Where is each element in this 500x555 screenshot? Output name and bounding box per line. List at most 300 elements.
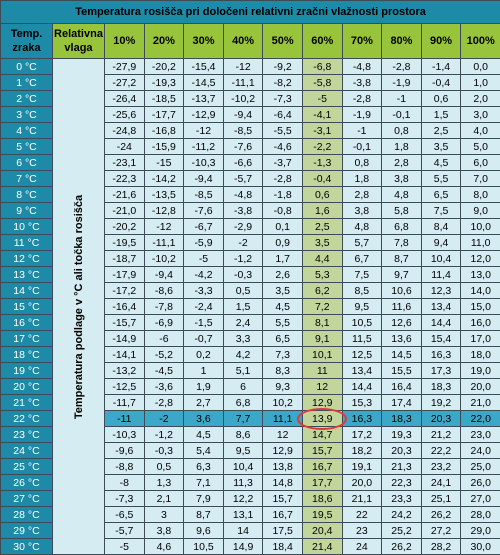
dew-point-value-cell: 11,5 bbox=[342, 331, 382, 347]
dew-point-value-cell: -4,5 bbox=[144, 363, 184, 379]
dew-point-value-cell: -11,7 bbox=[105, 395, 145, 411]
dew-point-value-cell: 4,8 bbox=[342, 219, 382, 235]
dew-point-value-cell: -7,8 bbox=[144, 299, 184, 315]
dew-point-value-cell: -7,3 bbox=[105, 491, 145, 507]
dew-point-value-cell: -8,2 bbox=[263, 75, 303, 91]
dew-point-value-cell: 15,4 bbox=[421, 331, 461, 347]
dew-point-value-cell: 14 bbox=[223, 523, 263, 539]
dew-point-value-cell: -7,6 bbox=[184, 203, 224, 219]
dew-point-value-cell: -12 bbox=[144, 219, 184, 235]
dew-point-value-cell: -7,6 bbox=[223, 139, 263, 155]
air-temperature-cell: 15 °C bbox=[1, 299, 53, 315]
dew-point-value-cell: -11,2 bbox=[184, 139, 224, 155]
dew-point-value-cell: -10,2 bbox=[144, 251, 184, 267]
dew-point-value-cell: 8,7 bbox=[184, 507, 224, 523]
air-temperature-cell: 22 °C bbox=[1, 411, 53, 427]
dew-point-value-cell: 9,6 bbox=[184, 523, 224, 539]
dew-point-value-cell: 22 bbox=[342, 507, 382, 523]
dew-point-value-cell: -2,8 bbox=[263, 171, 303, 187]
dew-point-value-cell: -16,4 bbox=[105, 299, 145, 315]
dew-point-value-cell: 11,3 bbox=[223, 475, 263, 491]
dew-point-value-cell: 19,5 bbox=[302, 507, 342, 523]
dew-point-value-cell: 10,4 bbox=[223, 459, 263, 475]
dew-point-value-cell: -3,7 bbox=[263, 155, 303, 171]
side-label-text: Temperatura podlage v °C ali točka rosišča bbox=[73, 194, 85, 418]
dew-point-value-cell: 24 bbox=[342, 539, 382, 555]
dew-point-value-cell: -1 bbox=[382, 91, 422, 107]
dew-point-value-cell: 9,4 bbox=[421, 235, 461, 251]
dew-point-value-cell: -7,3 bbox=[263, 91, 303, 107]
dew-point-value-cell: 5,0 bbox=[461, 139, 500, 155]
dew-point-value-cell: 27,2 bbox=[421, 523, 461, 539]
dew-point-value-cell: 28,2 bbox=[421, 539, 461, 555]
dew-point-value-cell: 10,6 bbox=[382, 283, 422, 299]
dew-point-value-cell: -9,6 bbox=[105, 443, 145, 459]
dew-point-value-cell: -1,8 bbox=[263, 187, 303, 203]
dew-point-value-cell: -3,8 bbox=[342, 75, 382, 91]
dew-point-value-cell: -27,9 bbox=[105, 59, 145, 75]
dew-point-value-cell: -20,2 bbox=[144, 59, 184, 75]
dew-point-value-cell: 18,4 bbox=[263, 539, 303, 555]
air-temperature-cell: 23 °C bbox=[1, 427, 53, 443]
temp-header-line2: zraka bbox=[1, 41, 52, 55]
dew-point-value-cell: 0,6 bbox=[421, 91, 461, 107]
air-temperature-cell: 24 °C bbox=[1, 443, 53, 459]
dew-point-value-cell: 10,0 bbox=[461, 219, 500, 235]
air-temperature-cell: 11 °C bbox=[1, 235, 53, 251]
dew-point-value-cell: 8,1 bbox=[302, 315, 342, 331]
dew-point-value-cell: 13,1 bbox=[223, 507, 263, 523]
dew-point-value-cell: 17,3 bbox=[421, 363, 461, 379]
humidity-column-70: 70% bbox=[342, 24, 382, 59]
dew-point-value-cell: 20,4 bbox=[302, 523, 342, 539]
dew-point-value-cell: -12 bbox=[223, 59, 263, 75]
dew-point-value-cell: 12,9 bbox=[263, 443, 303, 459]
dew-point-value-cell: 7,7 bbox=[223, 411, 263, 427]
dew-point-value-cell: 24,0 bbox=[461, 443, 500, 459]
dew-point-value-cell: 0,0 bbox=[461, 59, 500, 75]
dew-point-value-cell: 0,8 bbox=[382, 123, 422, 139]
dew-point-value-cell: 19,0 bbox=[461, 363, 500, 379]
dew-point-value-cell: -14,1 bbox=[105, 347, 145, 363]
dew-point-value-cell: 2,1 bbox=[144, 491, 184, 507]
dew-point-value-cell: 5,8 bbox=[382, 203, 422, 219]
dew-point-value-cell: 13,0 bbox=[461, 267, 500, 283]
dew-point-value-cell: 3,6 bbox=[184, 411, 224, 427]
humidity-column-50: 50% bbox=[263, 24, 303, 59]
dew-point-value-cell: -5 bbox=[184, 251, 224, 267]
dew-point-value-cell: -26,4 bbox=[105, 91, 145, 107]
dew-point-value-cell: -2,4 bbox=[184, 299, 224, 315]
dew-point-value-cell: 2,5 bbox=[421, 123, 461, 139]
air-temperature-cell: 16 °C bbox=[1, 315, 53, 331]
dew-point-value-cell: -5,2 bbox=[144, 347, 184, 363]
dew-point-value-cell: 16,7 bbox=[302, 459, 342, 475]
dew-point-value-cell: 8,3 bbox=[263, 363, 303, 379]
dew-point-value-cell: -6,4 bbox=[263, 107, 303, 123]
dew-point-value-cell: 29,0 bbox=[461, 523, 500, 539]
humidity-column-100: 100% bbox=[461, 24, 500, 59]
dew-point-value-cell: 1,7 bbox=[263, 251, 303, 267]
humidity-column-60: 60% bbox=[302, 24, 342, 59]
dew-point-value-cell: 13,8 bbox=[263, 459, 303, 475]
dew-point-value-cell: 14,9 bbox=[223, 539, 263, 555]
dew-point-value-cell: 20,3 bbox=[382, 443, 422, 459]
dew-point-value-cell: 6 bbox=[223, 379, 263, 395]
dew-point-value-cell: -8,6 bbox=[144, 283, 184, 299]
dew-point-value-cell: 1 bbox=[184, 363, 224, 379]
dew-point-value-cell: 6,2 bbox=[302, 283, 342, 299]
dew-point-value-cell: 10,4 bbox=[421, 251, 461, 267]
dew-point-value-cell: -9,4 bbox=[184, 171, 224, 187]
dew-point-value-cell: 6,8 bbox=[382, 219, 422, 235]
dew-point-value-cell: 11,1 bbox=[263, 411, 303, 427]
dew-point-value-cell: 21,1 bbox=[342, 491, 382, 507]
dew-point-value-cell: 2,7 bbox=[184, 395, 224, 411]
dew-point-value-cell: 11,4 bbox=[421, 267, 461, 283]
temp-header-line1: Temp. bbox=[1, 27, 52, 41]
dew-point-value-cell: 27,0 bbox=[461, 491, 500, 507]
dew-point-value-cell: -18,5 bbox=[144, 91, 184, 107]
humidity-column-80: 80% bbox=[382, 24, 422, 59]
dew-point-value-cell: 8,4 bbox=[421, 219, 461, 235]
dew-point-value-cell: 26,2 bbox=[421, 507, 461, 523]
dew-point-value-cell: 25,2 bbox=[382, 523, 422, 539]
dew-point-value-cell: -2,2 bbox=[302, 139, 342, 155]
dew-point-value-cell: 6,3 bbox=[184, 459, 224, 475]
dew-point-value-cell: -1,9 bbox=[342, 107, 382, 123]
dew-point-value-cell: 16,0 bbox=[461, 315, 500, 331]
dew-point-value-cell: 9,1 bbox=[302, 331, 342, 347]
dew-point-value-cell: -0,8 bbox=[263, 203, 303, 219]
dew-point-value-cell: -1 bbox=[342, 123, 382, 139]
dew-point-value-cell: 25,1 bbox=[421, 491, 461, 507]
dew-point-value-cell: -21,6 bbox=[105, 187, 145, 203]
humidity-column-90: 90% bbox=[421, 24, 461, 59]
dew-point-value-cell: -12,8 bbox=[144, 203, 184, 219]
dew-point-value-cell: -15 bbox=[144, 155, 184, 171]
dew-point-value-cell: -22,3 bbox=[105, 171, 145, 187]
air-temperature-cell: 8 °C bbox=[1, 187, 53, 203]
dew-point-value-cell: 18,6 bbox=[302, 491, 342, 507]
dew-point-value-cell: 18,0 bbox=[461, 347, 500, 363]
dew-point-value-cell: -24,8 bbox=[105, 123, 145, 139]
dew-point-value-cell: 2,6 bbox=[263, 267, 303, 283]
dew-point-value-cell: 6,0 bbox=[461, 155, 500, 171]
dew-point-value-cell: 8,0 bbox=[461, 187, 500, 203]
air-temperature-cell: 7 °C bbox=[1, 171, 53, 187]
dew-point-value-cell: 16,4 bbox=[382, 379, 422, 395]
dew-point-value-cell: 2,8 bbox=[382, 155, 422, 171]
dew-point-value-cell: 10,5 bbox=[342, 315, 382, 331]
dew-point-value-cell: 15,0 bbox=[461, 299, 500, 315]
dew-point-value-cell: 21,2 bbox=[421, 427, 461, 443]
dew-point-value-cell: -13,5 bbox=[144, 187, 184, 203]
dew-point-value-cell: -0,3 bbox=[144, 443, 184, 459]
dew-point-value-cell: 16,7 bbox=[263, 507, 303, 523]
dew-point-value-cell: -4,6 bbox=[263, 139, 303, 155]
dew-point-value-cell: 9,7 bbox=[382, 267, 422, 283]
dew-point-value-cell: 3,8 bbox=[382, 171, 422, 187]
dew-point-value-cell: 3,5 bbox=[263, 283, 303, 299]
dew-point-value-cell: 4,5 bbox=[421, 155, 461, 171]
dew-point-value-cell: -14,5 bbox=[184, 75, 224, 91]
dew-point-value-cell: 9,5 bbox=[223, 443, 263, 459]
air-temperature-cell: 3 °C bbox=[1, 107, 53, 123]
dew-point-value-cell: 18,3 bbox=[421, 379, 461, 395]
dew-point-value-cell: 9,0 bbox=[461, 203, 500, 219]
air-temperature-cell: 25 °C bbox=[1, 459, 53, 475]
dew-point-value-cell: 8,7 bbox=[382, 251, 422, 267]
humidity-header-line2: vlaga bbox=[53, 41, 104, 55]
dew-point-value-cell: -6,7 bbox=[184, 219, 224, 235]
dew-point-value-cell: -11,1 bbox=[223, 75, 263, 91]
dew-point-value-cell: 13,4 bbox=[421, 299, 461, 315]
dew-point-value-cell: 4,5 bbox=[263, 299, 303, 315]
side-label-cell bbox=[53, 59, 105, 555]
dew-point-value-cell: -2 bbox=[144, 411, 184, 427]
dew-point-value-cell: 0,2 bbox=[184, 347, 224, 363]
dew-point-value-cell: 14,4 bbox=[421, 315, 461, 331]
dew-point-value-cell: -8,5 bbox=[184, 187, 224, 203]
dew-point-value-cell: -1,2 bbox=[144, 427, 184, 443]
dew-point-value-cell: 3,5 bbox=[302, 235, 342, 251]
dew-point-value-cell: 1,6 bbox=[302, 203, 342, 219]
dew-point-value-cell: 3,8 bbox=[342, 203, 382, 219]
air-temperature-cell: 6 °C bbox=[1, 155, 53, 171]
dew-point-value-cell: 12,6 bbox=[382, 315, 422, 331]
dew-point-value-cell: -1,4 bbox=[421, 59, 461, 75]
dew-point-value-cell: 7,3 bbox=[263, 347, 303, 363]
dew-point-value-cell: 14,4 bbox=[342, 379, 382, 395]
dew-point-value-cell: 4,6 bbox=[144, 539, 184, 555]
dew-point-value-cell: 6,8 bbox=[223, 395, 263, 411]
dew-point-value-cell: 0,1 bbox=[263, 219, 303, 235]
dew-point-value-cell: 3,0 bbox=[461, 107, 500, 123]
dew-point-value-cell: 5,3 bbox=[302, 267, 342, 283]
air-temperature-cell: 27 °C bbox=[1, 491, 53, 507]
dew-point-value-cell: -1,9 bbox=[382, 75, 422, 91]
dew-point-value-cell: -19,3 bbox=[144, 75, 184, 91]
dew-point-value-cell: 22,2 bbox=[421, 443, 461, 459]
dew-point-value-cell: 1,8 bbox=[382, 139, 422, 155]
dew-point-value-cell: -4,8 bbox=[342, 59, 382, 75]
dew-point-value-cell: 17,7 bbox=[302, 475, 342, 491]
air-temperature-cell: 5 °C bbox=[1, 139, 53, 155]
dew-point-value-cell: 23,2 bbox=[421, 459, 461, 475]
dew-point-value-cell: 12 bbox=[263, 427, 303, 443]
dew-point-value-cell: -27,2 bbox=[105, 75, 145, 91]
dew-point-value-cell: -0,1 bbox=[342, 139, 382, 155]
dew-point-value-cell: -1,2 bbox=[223, 251, 263, 267]
dew-point-value-cell: -5,8 bbox=[302, 75, 342, 91]
dew-point-value-cell: 17,4 bbox=[382, 395, 422, 411]
dew-point-value-cell: -2,8 bbox=[382, 59, 422, 75]
dew-point-value-cell: 23 bbox=[342, 523, 382, 539]
dew-point-value-cell: 10,2 bbox=[263, 395, 303, 411]
dew-point-value-cell: 7,9 bbox=[184, 491, 224, 507]
dew-point-value-cell: 2,0 bbox=[461, 91, 500, 107]
dew-point-value-cell: 28,0 bbox=[461, 507, 500, 523]
dew-point-value-cell: -8 bbox=[105, 475, 145, 491]
air-temperature-cell: 20 °C bbox=[1, 379, 53, 395]
air-temperature-cell: 10 °C bbox=[1, 219, 53, 235]
dew-point-value-cell: 9,5 bbox=[342, 299, 382, 315]
dew-point-value-cell: 1,5 bbox=[223, 299, 263, 315]
dew-point-value-cell: 0,5 bbox=[223, 283, 263, 299]
dew-point-value-cell: 7,5 bbox=[421, 203, 461, 219]
dew-point-value-cell: 7,0 bbox=[461, 171, 500, 187]
dew-point-value-cell: 19,3 bbox=[382, 427, 422, 443]
dew-point-value-cell: 2,8 bbox=[342, 187, 382, 203]
table-title: Temperatura rosišča pri določeni relativni zračni vlažnosti prostora bbox=[1, 1, 500, 24]
dew-point-value-cell: 11,6 bbox=[382, 299, 422, 315]
dew-point-value-cell: 1,8 bbox=[342, 171, 382, 187]
dew-point-value-cell: -0,4 bbox=[302, 171, 342, 187]
dew-point-value-cell: -2,8 bbox=[342, 91, 382, 107]
dew-point-value-cell: -10,3 bbox=[184, 155, 224, 171]
dew-point-value-cell: 9,3 bbox=[263, 379, 303, 395]
dew-point-value-cell: -10,2 bbox=[223, 91, 263, 107]
dew-point-value-cell: 12,3 bbox=[421, 283, 461, 299]
dew-point-value-cell: 0,8 bbox=[342, 155, 382, 171]
dew-point-value-cell: 17,2 bbox=[342, 427, 382, 443]
dew-point-value-cell: 5,5 bbox=[421, 171, 461, 187]
dew-point-value-cell: -6,9 bbox=[144, 315, 184, 331]
air-temperature-cell: 18 °C bbox=[1, 347, 53, 363]
dew-point-value-cell: -9,4 bbox=[144, 267, 184, 283]
dew-point-value-cell: 4,5 bbox=[184, 427, 224, 443]
dew-point-value-cell: 7,1 bbox=[184, 475, 224, 491]
dew-point-value-cell: 30,0 bbox=[461, 539, 500, 555]
dew-point-value-cell: 5,1 bbox=[223, 363, 263, 379]
dew-point-value-cell: 5,4 bbox=[184, 443, 224, 459]
dew-point-value-cell: 12,9 bbox=[302, 395, 342, 411]
dew-point-value-cell: 14,5 bbox=[382, 347, 422, 363]
dew-point-value-cell: 12 bbox=[302, 379, 342, 395]
dew-point-value-cell: -18,7 bbox=[105, 251, 145, 267]
dew-point-value-cell: -0,1 bbox=[382, 107, 422, 123]
dew-point-value-cell: -0,7 bbox=[184, 331, 224, 347]
humidity-column-40: 40% bbox=[223, 24, 263, 59]
humidity-column-header bbox=[53, 24, 105, 59]
dew-point-value-cell: 3,3 bbox=[223, 331, 263, 347]
air-temperature-cell: 0 °C bbox=[1, 59, 53, 75]
dew-point-value-cell: 22,3 bbox=[382, 475, 422, 491]
dew-point-value-cell: -5 bbox=[302, 91, 342, 107]
dew-point-value-cell: -12 bbox=[184, 123, 224, 139]
air-temperature-cell: 4 °C bbox=[1, 123, 53, 139]
dew-point-value-cell: 18,3 bbox=[382, 411, 422, 427]
dew-point-value-cell: 19,1 bbox=[342, 459, 382, 475]
dew-point-value-cell: -4,2 bbox=[184, 267, 224, 283]
dew-point-value-cell: 12,0 bbox=[461, 251, 500, 267]
air-temperature-cell: 29 °C bbox=[1, 523, 53, 539]
dew-point-value-cell: -13,7 bbox=[184, 91, 224, 107]
air-temperature-cell: 28 °C bbox=[1, 507, 53, 523]
dew-point-value-cell: 15,3 bbox=[342, 395, 382, 411]
dew-point-value-cell: 4,4 bbox=[302, 251, 342, 267]
dew-point-value-cell: 14,7 bbox=[302, 427, 342, 443]
dew-point-value-cell: 4,0 bbox=[461, 123, 500, 139]
dew-point-value-cell: 15,7 bbox=[263, 491, 303, 507]
dew-point-value-cell: 15,7 bbox=[302, 443, 342, 459]
dew-point-value-cell: 6,5 bbox=[421, 187, 461, 203]
air-temperature-cell: 9 °C bbox=[1, 203, 53, 219]
dew-point-value-cell: -17,2 bbox=[105, 283, 145, 299]
dew-point-value-cell: 7,2 bbox=[302, 299, 342, 315]
dew-point-value-cell: 13,9 bbox=[302, 411, 342, 427]
dew-point-value-cell: 15,5 bbox=[382, 363, 422, 379]
dew-point-value-cell: -8,5 bbox=[223, 123, 263, 139]
air-temperature-cell: 2 °C bbox=[1, 91, 53, 107]
dew-point-value-cell: -15,9 bbox=[144, 139, 184, 155]
air-temperature-cell: 1 °C bbox=[1, 75, 53, 91]
dew-point-value-cell: 16,3 bbox=[421, 347, 461, 363]
dew-point-value-cell: -1,3 bbox=[302, 155, 342, 171]
dew-point-value-cell: 17,5 bbox=[263, 523, 303, 539]
dew-point-value-cell: -16,8 bbox=[144, 123, 184, 139]
humidity-column-10: 10% bbox=[105, 24, 145, 59]
dew-point-value-cell: 23,3 bbox=[382, 491, 422, 507]
dew-point-value-cell: -2,9 bbox=[223, 219, 263, 235]
dew-point-value-cell: 2,4 bbox=[223, 315, 263, 331]
dew-point-value-cell: 26,0 bbox=[461, 475, 500, 491]
dew-point-value-cell: -17,7 bbox=[144, 107, 184, 123]
dew-point-value-cell: -5,7 bbox=[223, 171, 263, 187]
air-temperature-cell: 12 °C bbox=[1, 251, 53, 267]
dew-point-value-cell: 14,8 bbox=[263, 475, 303, 491]
dew-point-value-cell: 8,5 bbox=[342, 283, 382, 299]
dew-point-value-cell: 5,5 bbox=[263, 315, 303, 331]
dew-point-value-cell: 11,0 bbox=[461, 235, 500, 251]
dew-point-value-cell: 24,1 bbox=[421, 475, 461, 491]
dew-point-value-cell: -6 bbox=[144, 331, 184, 347]
dew-point-value-cell: -12,9 bbox=[184, 107, 224, 123]
dew-point-value-cell: -5,9 bbox=[184, 235, 224, 251]
dew-point-value-cell: 21,0 bbox=[461, 395, 500, 411]
dew-point-value-cell: 1,9 bbox=[184, 379, 224, 395]
dew-point-value-cell: 26,2 bbox=[382, 539, 422, 555]
dew-point-value-cell: -25,6 bbox=[105, 107, 145, 123]
dew-point-value-cell: 4,8 bbox=[382, 187, 422, 203]
dew-point-value-cell: -5 bbox=[105, 539, 145, 555]
dew-point-value-cell: 0,9 bbox=[263, 235, 303, 251]
air-temperature-cell: 21 °C bbox=[1, 395, 53, 411]
dew-point-value-cell: -9,4 bbox=[223, 107, 263, 123]
dew-point-value-cell: 10,5 bbox=[184, 539, 224, 555]
dew-point-value-cell: 4,2 bbox=[223, 347, 263, 363]
dew-point-value-cell: 10,1 bbox=[302, 347, 342, 363]
dew-point-value-cell: 8,6 bbox=[223, 427, 263, 443]
dew-point-value-cell: 1,0 bbox=[461, 75, 500, 91]
dew-point-value-cell: -3,8 bbox=[223, 203, 263, 219]
dew-point-value-cell: 17,0 bbox=[461, 331, 500, 347]
dew-point-value-cell: -14,9 bbox=[105, 331, 145, 347]
dew-point-value-cell: 11 bbox=[302, 363, 342, 379]
dew-point-value-cell: -15,4 bbox=[184, 59, 224, 75]
dew-point-value-cell: 3 bbox=[144, 507, 184, 523]
dew-point-value-cell: 0,6 bbox=[302, 187, 342, 203]
dew-point-value-cell: 19,2 bbox=[421, 395, 461, 411]
dew-point-value-cell: -14,2 bbox=[144, 171, 184, 187]
dew-point-value-cell: -6,5 bbox=[105, 507, 145, 523]
humidity-header-line1: Relativna bbox=[53, 27, 104, 41]
dew-point-value-cell: 20,0 bbox=[342, 475, 382, 491]
dew-point-value-cell: 20,3 bbox=[421, 411, 461, 427]
dew-point-value-cell: 7,8 bbox=[382, 235, 422, 251]
dew-point-value-cell: 24,2 bbox=[382, 507, 422, 523]
